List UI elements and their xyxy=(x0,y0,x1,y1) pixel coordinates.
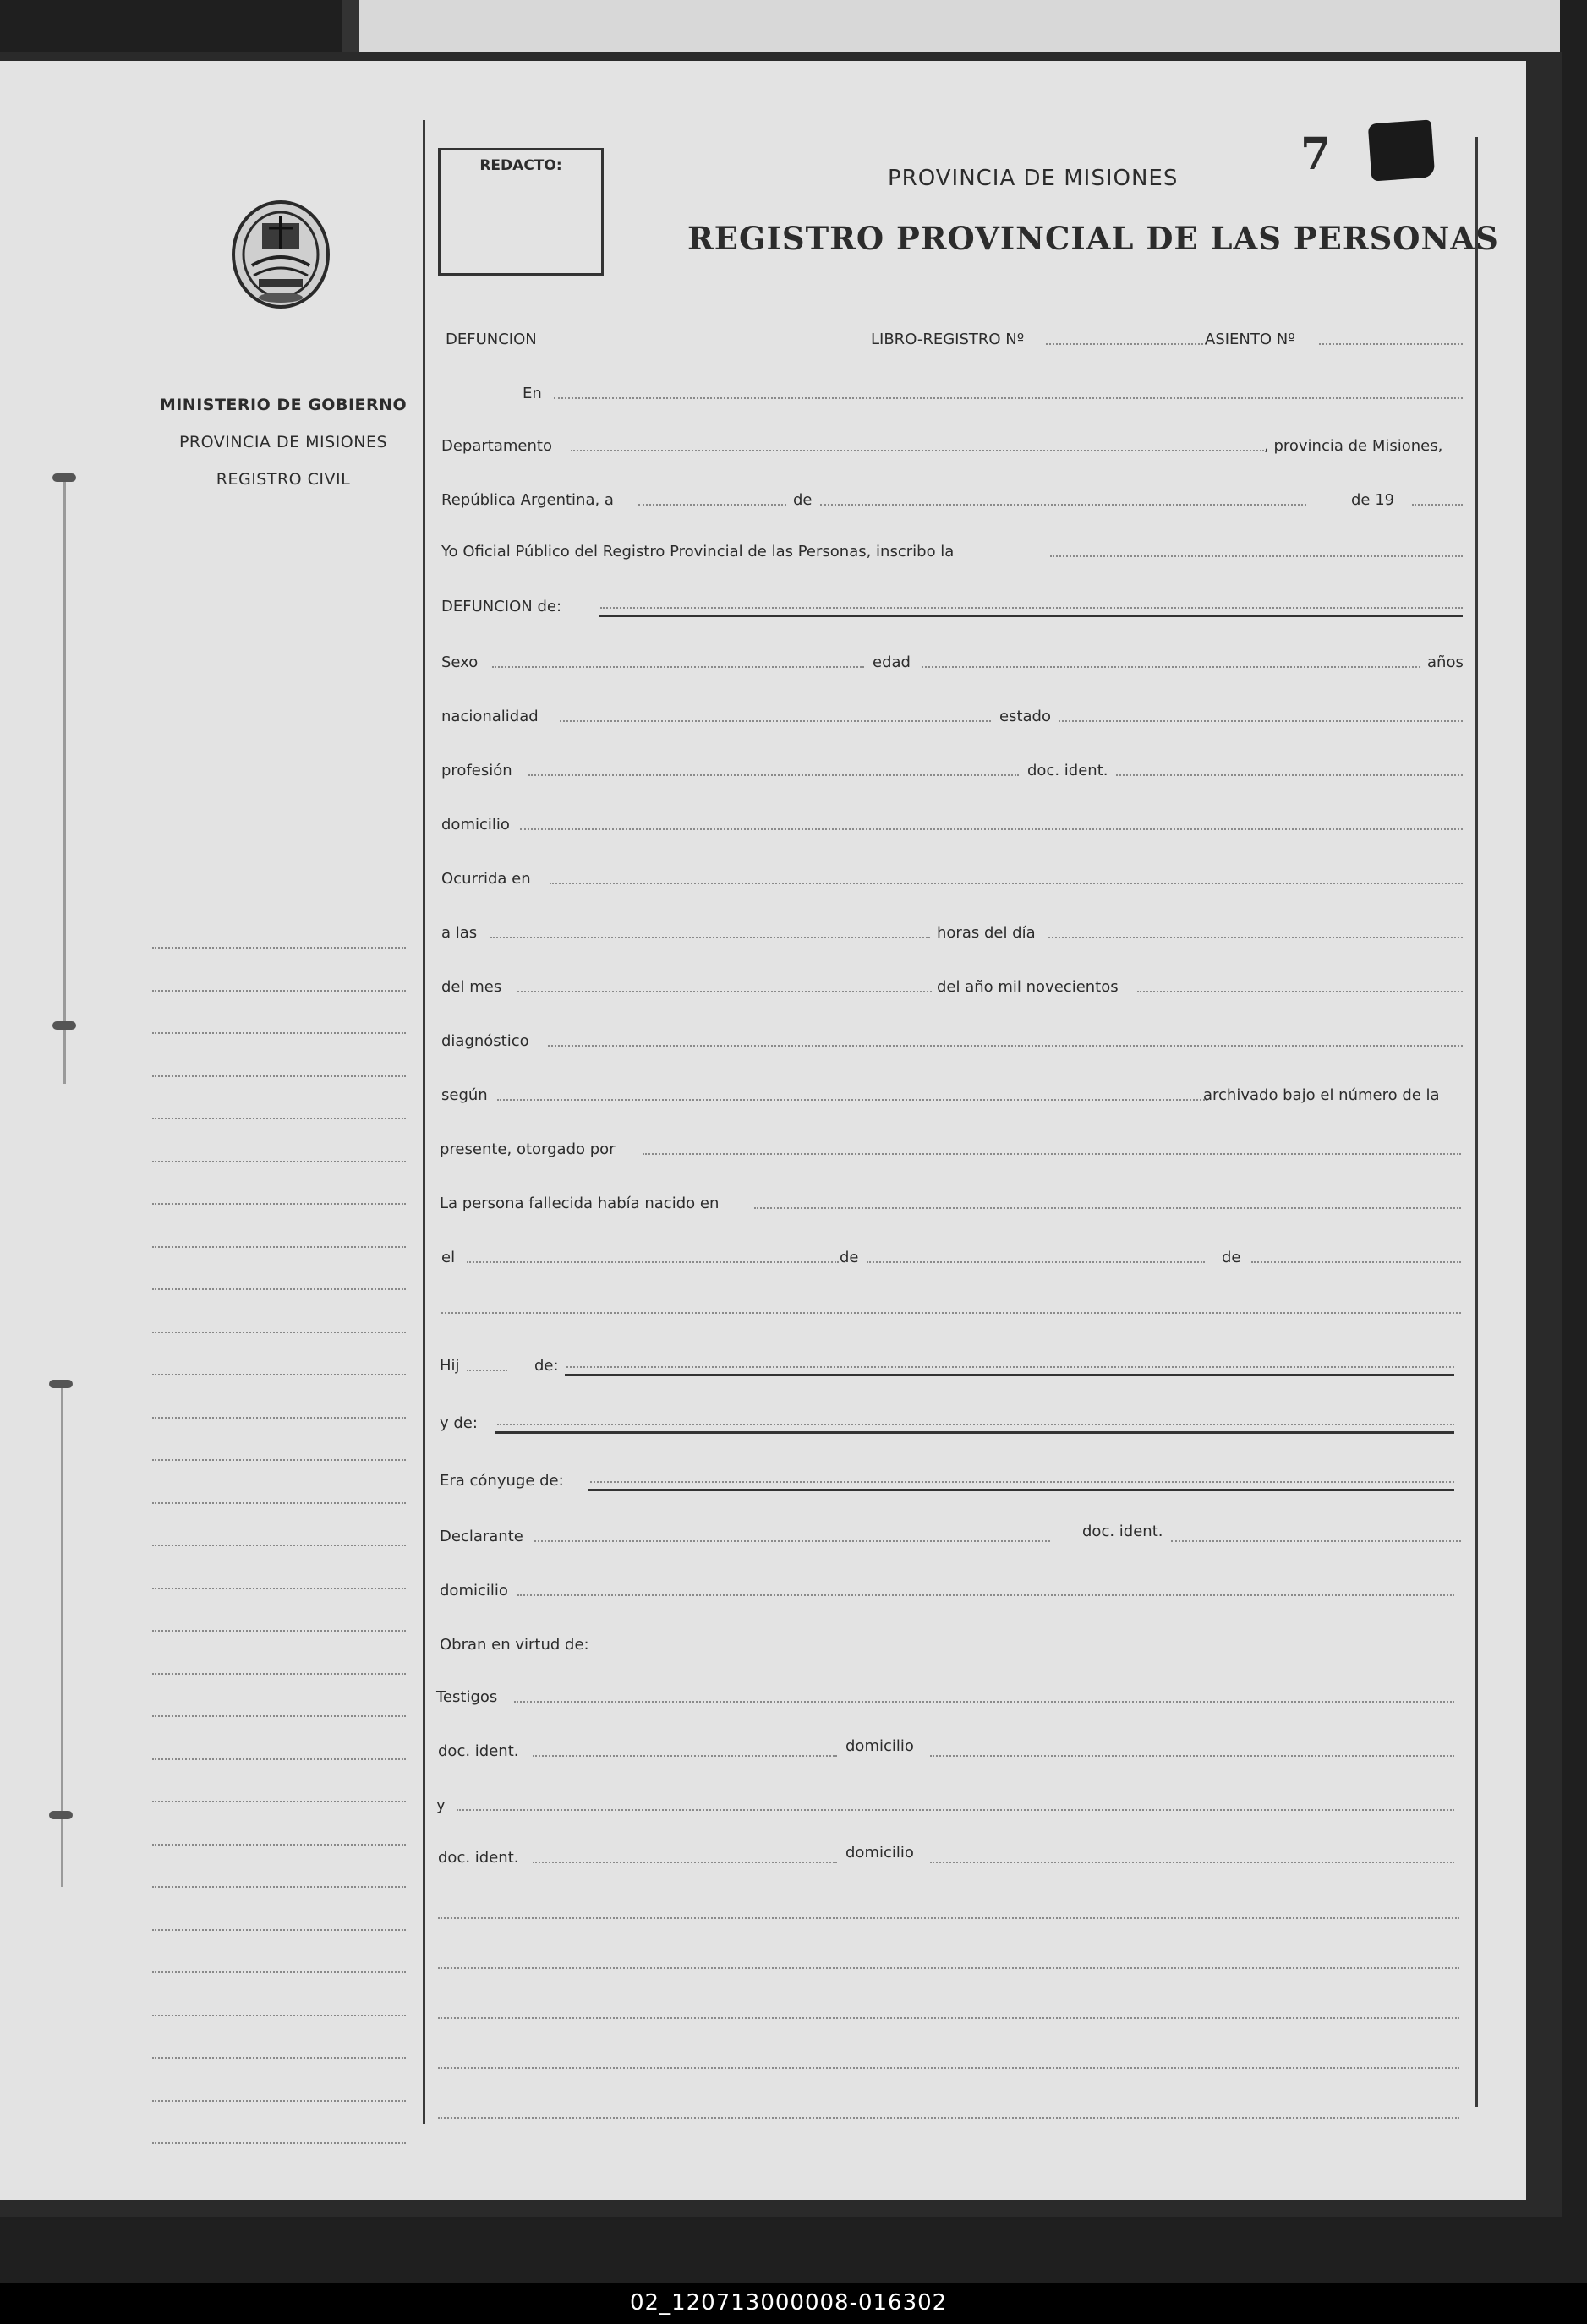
left-margin-line xyxy=(152,947,406,949)
field-diagnostico[interactable] xyxy=(548,1045,1463,1047)
label-estado: estado xyxy=(999,708,1051,725)
label-de-colon: de: xyxy=(534,1357,559,1375)
field-testigo-2-doc[interactable] xyxy=(533,1862,837,1863)
left-margin-line xyxy=(152,1801,406,1802)
label-de: de xyxy=(840,1249,859,1266)
row-el xyxy=(440,1238,1463,1271)
left-margin-line xyxy=(152,1288,406,1290)
label-defuncion: DEFUNCION xyxy=(446,331,537,348)
left-margin-line xyxy=(152,1246,406,1248)
row-yo-oficial xyxy=(440,532,1463,566)
field-padre[interactable] xyxy=(566,1366,1454,1368)
left-margin-line xyxy=(152,1715,406,1717)
row-blank xyxy=(440,1288,1463,1322)
field-continuation[interactable] xyxy=(441,1312,1461,1314)
field-ano-defuncion[interactable] xyxy=(1137,991,1463,992)
field-testigo-1-doc[interactable] xyxy=(533,1755,837,1757)
row-y xyxy=(436,1785,1463,1819)
left-margin-line xyxy=(152,1203,406,1205)
field-departamento[interactable] xyxy=(571,450,1264,451)
row-presente xyxy=(440,1129,1463,1163)
binding-knot xyxy=(52,473,76,482)
label-nacionalidad: nacionalidad xyxy=(441,708,539,725)
label-de: de xyxy=(793,491,813,509)
field-edad[interactable] xyxy=(922,666,1420,668)
field-notes-line[interactable] xyxy=(438,1967,1459,1969)
left-margin-line xyxy=(152,1332,406,1333)
label-doc-ident: doc. ident. xyxy=(1027,762,1108,779)
row-ocurrida-en xyxy=(440,859,1463,893)
label-obran: Obran en virtud de: xyxy=(440,1636,589,1654)
left-margin-line xyxy=(152,1971,406,1973)
label-libro-registro: LIBRO-REGISTRO Nº xyxy=(871,331,1025,348)
label-doc-ident-alt: doc. ident. xyxy=(438,1849,519,1867)
field-domicilio-declarante[interactable] xyxy=(517,1594,1454,1596)
field-lugar-nacimiento[interactable] xyxy=(754,1207,1461,1209)
label-departamento: Departamento xyxy=(441,437,552,455)
field-notes-line[interactable] xyxy=(438,2017,1459,2019)
background-strip xyxy=(342,0,1560,59)
folio-number: 7 xyxy=(1300,129,1332,180)
ministry-line-2: PROVINCIA DE MISIONES xyxy=(178,433,388,451)
label-de-19: de 19 xyxy=(1351,491,1395,509)
field-asiento[interactable] xyxy=(1319,343,1463,345)
label-del-ano: del año mil novecientos xyxy=(937,978,1119,996)
field-defuncion-de[interactable] xyxy=(600,607,1463,609)
row-testigo-1-doc xyxy=(440,1731,1463,1765)
ministry-line-3: REGISTRO CIVIL xyxy=(216,470,351,489)
field-madre[interactable] xyxy=(497,1424,1454,1425)
field-testigo-1[interactable] xyxy=(514,1701,1454,1703)
right-border xyxy=(1475,137,1478,2107)
label-republica: República Argentina, a xyxy=(441,491,614,509)
field-domicilio[interactable] xyxy=(520,828,1463,830)
label-sexo: Sexo xyxy=(441,653,479,671)
label-del-mes: del mes xyxy=(441,978,502,996)
label-defuncion-de: DEFUNCION de: xyxy=(441,598,562,615)
label-declarante: Declarante xyxy=(440,1528,523,1545)
underline xyxy=(599,615,1463,617)
field-ano-nacimiento[interactable] xyxy=(1251,1261,1461,1263)
field-notes-line[interactable] xyxy=(438,2067,1459,2069)
field-testigo-1-domicilio[interactable] xyxy=(930,1755,1454,1757)
left-margin-line xyxy=(152,1545,406,1546)
label-segun: según xyxy=(441,1086,488,1104)
left-margin-line xyxy=(152,2100,406,2102)
label-provincia-misiones: , provincia de Misiones, xyxy=(1264,437,1443,455)
field-conyuge[interactable] xyxy=(590,1481,1454,1483)
label-a-las: a las xyxy=(441,924,478,942)
row-domicilio xyxy=(440,805,1463,839)
field-doc-ident[interactable] xyxy=(1116,774,1463,776)
image-caption-bar xyxy=(0,2283,1587,2324)
row-hij xyxy=(440,1346,1463,1380)
field-hij-suffix[interactable] xyxy=(467,1370,507,1371)
left-margin-line xyxy=(152,1588,406,1589)
form-page xyxy=(0,61,1526,2200)
field-sexo[interactable] xyxy=(492,666,864,668)
field-en[interactable] xyxy=(554,397,1463,399)
row-a-las xyxy=(440,913,1463,947)
field-testigo-2-domicilio[interactable] xyxy=(930,1862,1454,1863)
page-title: REGISTRO PROVINCIAL DE LAS PERSONAS xyxy=(687,220,1499,257)
left-margin-line xyxy=(152,1032,406,1034)
row-segun xyxy=(440,1075,1463,1109)
left-margin-line xyxy=(152,1886,406,1888)
row-persona-fallecida xyxy=(440,1184,1463,1217)
label-profesion: profesión xyxy=(441,762,512,779)
field-declarante[interactable] xyxy=(534,1540,1050,1542)
field-otorgado-por[interactable] xyxy=(643,1153,1461,1155)
label-y: y xyxy=(436,1796,446,1814)
row-sexo xyxy=(440,643,1463,676)
field-estado[interactable] xyxy=(1059,720,1463,722)
label-ocurrida-en: Ocurrida en xyxy=(441,870,531,888)
field-nacionalidad[interactable] xyxy=(560,720,991,722)
left-margin-line xyxy=(152,1844,406,1846)
field-notes-line[interactable] xyxy=(438,1917,1459,1919)
binding-knot xyxy=(52,1021,76,1030)
label-domicilio: domicilio xyxy=(845,1737,914,1755)
row-diagnostico xyxy=(440,1021,1463,1055)
left-margin-line xyxy=(152,1118,406,1119)
label-yo-oficial: Yo Oficial Público del Registro Provincial de las Personas, inscribo la xyxy=(441,543,955,560)
label-anos: años xyxy=(1427,653,1464,671)
header-province: PROVINCIA DE MISIONES xyxy=(888,166,1179,191)
row-departamento xyxy=(440,426,1463,460)
underline xyxy=(495,1431,1454,1434)
label-hij: Hij xyxy=(440,1357,460,1375)
provincial-seal-icon xyxy=(228,198,333,311)
ministry-line-1: MINISTERIO DE GOBIERNO xyxy=(159,396,408,414)
row-defuncion-de xyxy=(440,587,1463,621)
label-persona-fallecida: La persona fallecida había nacido en xyxy=(440,1195,720,1212)
field-mes[interactable] xyxy=(820,504,1306,506)
label-de: de xyxy=(1222,1249,1241,1266)
row-del-mes xyxy=(440,967,1463,1001)
left-margin-column xyxy=(0,61,423,2200)
left-margin-line xyxy=(152,2057,406,2059)
row-y-de xyxy=(440,1403,1463,1437)
left-margin-line xyxy=(152,1075,406,1077)
label-domicilio: domicilio xyxy=(845,1844,914,1862)
field-notes-line[interactable] xyxy=(438,2117,1459,2119)
row-obran xyxy=(440,1625,1463,1659)
left-margin-line xyxy=(152,1161,406,1162)
row-domicilio-declarante xyxy=(440,1571,1463,1605)
left-margin-line xyxy=(152,1929,406,1931)
label-domicilio: domicilio xyxy=(441,816,510,834)
label-edad: edad xyxy=(873,653,911,671)
underline xyxy=(565,1374,1454,1376)
label-doc-ident-alt: doc. ident. xyxy=(438,1742,519,1760)
field-inscribo[interactable] xyxy=(1050,555,1463,557)
field-mes-defuncion[interactable] xyxy=(517,991,932,992)
label-doc-ident: doc. ident. xyxy=(1082,1523,1163,1540)
field-mes-nacimiento[interactable] xyxy=(867,1261,1205,1263)
row-republica xyxy=(440,480,1463,514)
field-dia-defuncion[interactable] xyxy=(1048,937,1463,938)
field-ano[interactable] xyxy=(1412,504,1463,506)
row-defuncion-header xyxy=(440,320,1463,353)
row-era-conyuge xyxy=(440,1461,1463,1495)
binding-knot xyxy=(49,1380,73,1388)
field-profesion[interactable] xyxy=(528,774,1019,776)
left-margin-line xyxy=(152,2015,406,2016)
redacto-label: REDACTO: xyxy=(479,157,562,174)
row-profesion xyxy=(440,751,1463,785)
label-en: En xyxy=(523,385,542,402)
left-margin-line xyxy=(152,1417,406,1419)
field-testigo-2[interactable] xyxy=(457,1809,1454,1811)
column-divider xyxy=(423,120,425,2124)
label-el: el xyxy=(441,1249,456,1266)
label-diagnostico: diagnóstico xyxy=(441,1032,529,1050)
field-hora[interactable] xyxy=(490,937,930,938)
field-dia[interactable] xyxy=(638,504,786,506)
field-dia-nacimiento[interactable] xyxy=(467,1261,839,1263)
left-margin-line xyxy=(152,1374,406,1375)
row-en xyxy=(440,374,1463,407)
left-margin-line xyxy=(152,2142,406,2144)
image-caption: 02_120713000008-016302 xyxy=(630,2290,948,2316)
binding-thread-upper xyxy=(63,475,66,1084)
field-segun[interactable] xyxy=(497,1099,1207,1101)
left-margin-line xyxy=(152,1758,406,1760)
left-margin-line xyxy=(152,1459,406,1461)
label-archivado: archivado bajo el número de la xyxy=(1203,1086,1440,1104)
field-ocurrida-en[interactable] xyxy=(550,883,1463,884)
left-margin-line xyxy=(152,1673,406,1675)
label-domicilio: domicilio xyxy=(440,1582,508,1599)
left-margin-line xyxy=(152,990,406,992)
row-testigo-2-doc xyxy=(440,1838,1463,1872)
redacto-box xyxy=(438,148,604,276)
label-y-de: y de: xyxy=(440,1414,478,1432)
field-declarante-doc[interactable] xyxy=(1171,1540,1461,1542)
ink-blot xyxy=(1368,119,1436,181)
underline xyxy=(588,1489,1454,1491)
row-nacionalidad xyxy=(440,697,1463,730)
label-presente: presente, otorgado por xyxy=(440,1140,616,1158)
left-margin-line xyxy=(152,1630,406,1632)
label-horas-del-dia: horas del día xyxy=(937,924,1036,942)
label-asiento: ASIENTO Nº xyxy=(1205,331,1295,348)
label-testigos: Testigos xyxy=(436,1688,498,1706)
row-declarante xyxy=(440,1517,1463,1550)
label-era-conyuge: Era cónyuge de: xyxy=(440,1472,564,1490)
field-libro-registro[interactable] xyxy=(1046,343,1207,345)
row-testigos xyxy=(436,1677,1463,1711)
left-margin-line xyxy=(152,1502,406,1504)
binding-knot xyxy=(49,1811,73,1819)
